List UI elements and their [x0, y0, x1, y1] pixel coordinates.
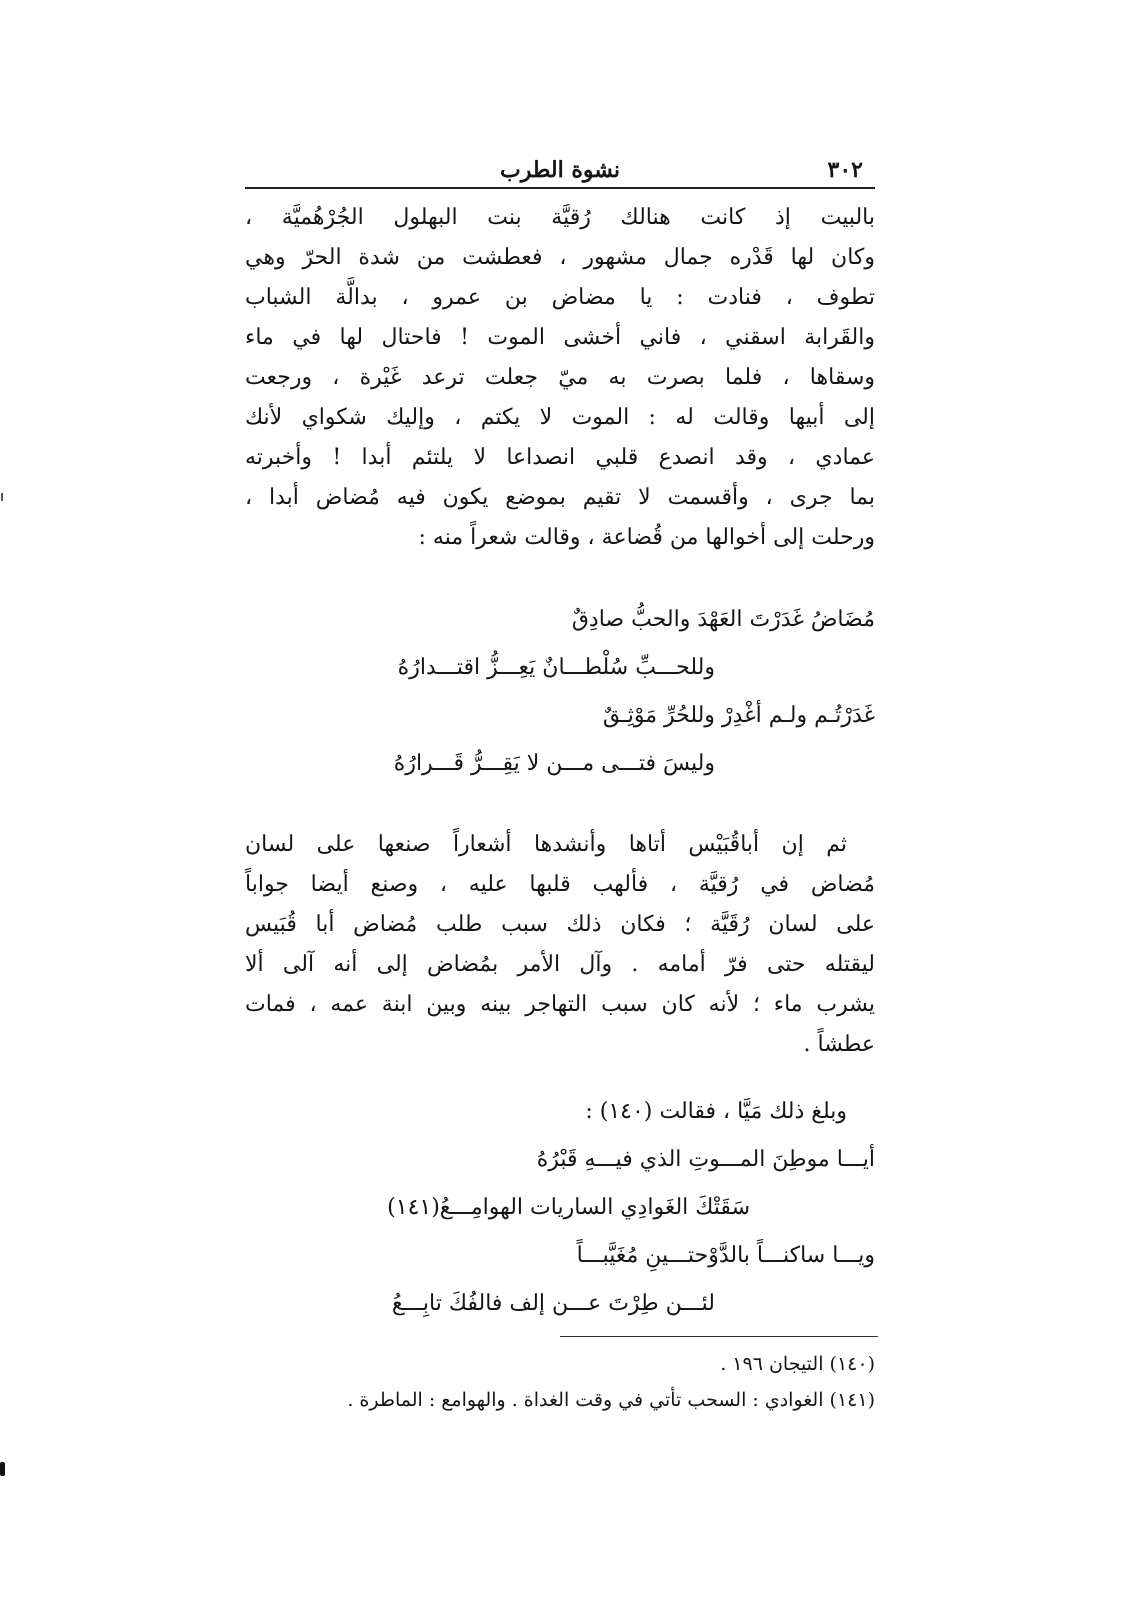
footnote: (١٤١) الغوادي : السحب تأتي في وقت الغداة . والهوامع : الماطرة . — [347, 1389, 875, 1411]
text-line: مُضاض في رُقيَّة ، فألهب قلبها عليه ، وصنع أيضا جواباً — [245, 872, 875, 897]
paragraph-2 — [245, 825, 875, 1065]
running-title: نشوة الطرب — [500, 157, 621, 183]
footnotes — [245, 1346, 875, 1418]
text-line: على لسان رُقَيَّة ؛ فكان ذلك سبب طلب مُضاض أبا قُبَيس — [245, 912, 875, 937]
page-header — [245, 143, 875, 189]
text-line: وبلغ ذلك مَيَّا ، فقالت (١٤٠) : — [585, 1099, 847, 1124]
text-line: والقَرابة اسقني ، فاني أخشى الموت ! فاحتال لها في ماء — [245, 325, 875, 350]
verse-line: غَدَرْتُـم ولـم أغْدِرْ وللحُرِّ مَوْثِـقٌ — [602, 703, 875, 728]
text-line: بما جرى ، وأقسمت لا تقيم بموضع يكون فيه مُضاض أبدا ، — [245, 485, 875, 510]
scan-edge-mark — [1, 493, 3, 501]
footnote-divider — [560, 1336, 878, 1337]
text-line: إلى أبيها وقالت له : الموت لا يكتم ، وإليك شكواي لأنك — [245, 405, 875, 430]
page-number: ٣٠٢ — [827, 157, 863, 183]
verse-line: وللحـــبِّ سُلْطـــانٌ يَعِـــزُّ اقتـــدارُهُ — [397, 655, 715, 680]
verse-line: أيـــا موطِنَ المـــوتِ الذي فيـــهِ قَبْرُهُ — [536, 1147, 875, 1172]
text-line: يشرب ماء ؛ لأنه كان سبب التهاجر بينه وبين ابنة عمه ، فمات — [245, 992, 875, 1017]
footnote: (١٤٠) التيجان ١٩٦ . — [720, 1353, 875, 1375]
paragraph-1 — [245, 198, 875, 558]
text-line: تطوف ، فنادت : يا مضاض بن عمرو ، بدالَّة الشباب — [245, 285, 875, 310]
text-line: عمادي ، وقد انصدع قلبي انصداعا لا يلتئم أبدا ! وأخبرته — [245, 445, 875, 470]
verse-line: سَقَتْكَ الغَوادِي الساريات الهوامِـــعُ(١٤١) — [387, 1195, 750, 1220]
paragraph-3 — [245, 1092, 875, 1132]
poem-2 — [245, 1136, 875, 1328]
text-line: ثم إن أباقُبَيْس أتاها وأنشدها أشعاراً صنعها على لسان — [245, 832, 847, 857]
verse-line: مُضَاضُ غَدَرْتَ العَهْدَ والحبُّ صادِقٌ — [571, 607, 875, 632]
poem-1 — [245, 596, 875, 788]
text-line: ورحلت إلى أخوالها من قُضاعة ، وقالت شعراً منه : — [418, 525, 875, 550]
text-line: ليقتله حتى فرّ أمامه . وآل الأمر بمُضاض إلى أنه آلى ألا — [245, 952, 875, 977]
text-line: وكان لها قَدْره جمال مشهور ، فعطشت من شدة الحرّ وهي — [245, 245, 875, 270]
verse-line: وليسَ فتـــى مـــن لا يَقِـــرُّ قَـــرارُهُ — [393, 751, 715, 776]
scan-edge-mark — [0, 1462, 5, 1476]
text-line: وسقاها ، فلما بصرت به ميّ جعلت ترعد غَيْرة ، ورجعت — [245, 365, 875, 390]
text-line: بالبيت إذ كانت هنالك رُقيَّة بنت البهلول الجُرْهُميَّة ، — [245, 205, 875, 230]
text-line: عطشاً . — [803, 1032, 875, 1057]
verse-line: لئـــن طِرْتَ عـــن إلف فالفُكَ تابِـــعُ — [391, 1291, 715, 1316]
verse-line: ويـــا ساكنـــاً بالدَّوْحتـــينِ مُغَيَّبـــاً — [576, 1243, 875, 1268]
